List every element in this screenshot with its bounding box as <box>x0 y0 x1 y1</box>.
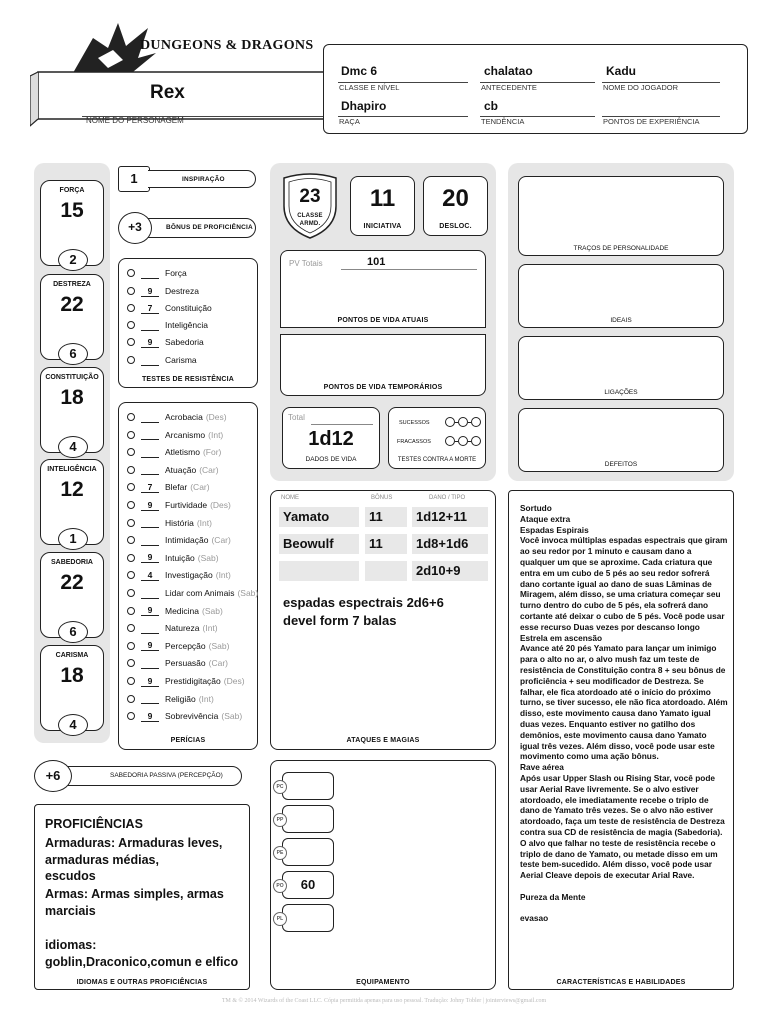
proficiencies-armor[interactable]: Armaduras: Armaduras leves, armaduras médias, <box>45 836 223 867</box>
ability-modifier[interactable]: 4 <box>58 714 88 736</box>
feature-line: teste bem-sucedido. Além disso, você pode usar <box>520 859 712 870</box>
skill-attribute: (Int) <box>196 517 212 528</box>
skill-name: Furtividade <box>165 500 208 510</box>
feature-line: Você invoca múltiplas espadas espectrais que giram <box>520 535 728 546</box>
proficiency-dot[interactable] <box>127 642 135 650</box>
passive-perception-label: SABEDORIA PASSIVA (PERCEPÇÃO) <box>110 772 223 779</box>
ability-modifier[interactable]: 2 <box>58 249 88 271</box>
proficiency-dot[interactable] <box>127 554 135 562</box>
skill-attribute: (Car) <box>190 482 210 493</box>
hp-temp-box[interactable] <box>280 334 486 396</box>
footer-copyright: TM & © 2014 Wizards of the Coast LLC. Cópia permitida apenas para uso pessoal. Tradução: Johny Tobler | jointerviews@gmail.com <box>221 998 547 1004</box>
ability-score[interactable]: 15 <box>60 199 84 222</box>
attack-name[interactable]: Yamato <box>279 507 359 527</box>
traits-box[interactable] <box>518 176 724 256</box>
feature-line: dano cortante igual ao dano de suas Lâminas de <box>520 578 712 589</box>
feature-line: Aerial Cleave depois de executar Arial Rave. <box>520 870 695 881</box>
flaws-box[interactable] <box>518 408 724 472</box>
hp-temp-label: PONTOS DE VIDA TEMPORÁRIOS <box>323 384 443 391</box>
attack-damage[interactable]: 1d12+11 <box>412 507 488 527</box>
ability-dexterity[interactable] <box>40 274 104 360</box>
coin-pp[interactable] <box>276 805 334 833</box>
ability-name: CONSTITUIÇÃO <box>45 374 99 381</box>
death-saves-label: TESTES CONTRA A MORTE <box>397 457 477 463</box>
attack-damage[interactable]: 1d8+1d6 <box>412 534 488 554</box>
feature-line: ao seu redor por 1 minuto e causam dano a <box>520 546 692 557</box>
inspiration-box[interactable] <box>118 166 258 192</box>
speed-value[interactable]: 20 <box>442 185 469 212</box>
proficiencies-languages[interactable]: idiomas: goblin,Draconico,comun e elfico <box>45 938 239 969</box>
attack-damage[interactable]: 2d10+9 <box>412 561 488 581</box>
proficiency-dot[interactable] <box>127 304 135 312</box>
proficiency-dot[interactable] <box>127 624 135 632</box>
ideals-box[interactable] <box>518 264 724 328</box>
ability-wisdom[interactable] <box>40 552 104 638</box>
feature-line: Miragem, além disso, se uma criatura começar seu <box>520 589 721 600</box>
feature-line: evasao <box>520 913 549 924</box>
saving-throw-dexterity[interactable]: 9 Destreza <box>127 283 199 299</box>
proficiency-dot[interactable] <box>127 321 135 329</box>
name-scroll <box>30 64 340 139</box>
coin-icon: PC <box>273 780 287 794</box>
skill-attribute: (Des) <box>210 500 231 510</box>
saving-throw-wisdom[interactable]: 9 Sabedoria <box>127 334 204 350</box>
alignment-label: TENDÊNCIA <box>481 117 525 126</box>
skill-attribute: (Car) <box>208 658 228 669</box>
feature-line: para o alto no ar, o alvo mush faz um teste de <box>520 654 700 665</box>
proficiencies-heading: PROFICIÊNCIAS <box>45 817 143 831</box>
proficiency-label: BÔNUS DE PROFICIÊNCIA <box>166 224 253 231</box>
attacks-notes-line1[interactable]: espadas espectrais 2d6+6 <box>283 595 444 610</box>
proficiency-dot[interactable] <box>127 589 135 597</box>
initiative-box[interactable] <box>350 176 415 236</box>
header <box>30 14 750 144</box>
proficiency-dot[interactable] <box>127 431 135 439</box>
ideals-label: IDEAIS <box>610 317 632 324</box>
proficiencies-box <box>34 804 250 990</box>
ability-name: FORÇA <box>59 187 85 194</box>
feature-line: Estrela em ascensão <box>520 632 603 643</box>
coin-icon: PP <box>273 813 287 827</box>
hit-dice-value[interactable]: 1d12 <box>308 428 354 450</box>
speed-label: DESLOC. <box>439 223 472 230</box>
ability-score[interactable]: 22 <box>60 293 84 316</box>
attack-bonus[interactable]: 11 <box>365 534 407 554</box>
proficiency-dot[interactable] <box>127 466 135 474</box>
features-text[interactable] <box>520 503 730 924</box>
hit-dice-total-label: Total <box>288 413 305 422</box>
skill-row[interactable]: 9 Medicina (Sab) <box>127 603 223 619</box>
coin-po[interactable]: PO 60 <box>282 871 334 899</box>
skill-name: Natureza <box>165 623 200 634</box>
ability-score[interactable]: 12 <box>60 478 84 501</box>
armor-class-label: CLASSE ARMD. <box>297 213 323 227</box>
skill-row[interactable] <box>127 532 231 548</box>
ability-name: DESTREZA <box>53 281 91 288</box>
feature-line: O alvo que falhar no teste de resistência recebe o <box>520 837 716 848</box>
feature-line: Pureza da Mente <box>520 891 586 902</box>
ability-strength[interactable] <box>40 180 104 266</box>
skill-row[interactable]: 9 Intuição (Sab) <box>127 550 219 566</box>
proficiency-dot[interactable] <box>127 659 135 667</box>
skill-attribute: (Sab) <box>237 588 259 598</box>
hp-max-value[interactable]: 101 <box>367 256 386 268</box>
proficiency-dot[interactable] <box>127 677 135 685</box>
skill-attribute: (Des) <box>223 676 245 686</box>
feature-line: Avance até 20 pés Yamato para lançar um inimigo <box>520 643 717 654</box>
saving-throw-constitution[interactable]: 7 Constituição <box>127 300 212 316</box>
death-fail-dots[interactable] <box>445 436 481 446</box>
skill-attribute: (For) <box>202 447 222 458</box>
equipment-title: EQUIPAMENTO <box>356 979 410 986</box>
skill-row[interactable] <box>127 691 214 707</box>
skill-attribute: (Int) <box>208 429 224 440</box>
skill-row[interactable]: 4 Investigação (Int) <box>127 567 231 583</box>
feature-line: esse recurso Duas vezes por descanso longo <box>520 621 700 632</box>
feature-line: atordoado, faça um teste de resistência de Destreza <box>520 816 725 827</box>
inspiration-value[interactable]: 1 <box>118 166 150 192</box>
feature-line: turno, se tiver sucesso, ele não fica atordoado. Além <box>520 697 728 708</box>
ability-modifier[interactable]: 4 <box>58 436 88 458</box>
proficiency-dot[interactable] <box>127 287 135 295</box>
ability-intelligence[interactable] <box>40 459 104 545</box>
proficiency-box[interactable] <box>118 212 258 244</box>
hp-current-label: PONTOS DE VIDA ATUAIS <box>337 317 429 324</box>
ability-constitution[interactable] <box>40 367 104 453</box>
flaws-label: DEFEITOS <box>604 461 638 468</box>
ability-modifier[interactable]: 6 <box>58 343 88 365</box>
ability-score[interactable]: 18 <box>60 386 84 409</box>
proficiency-value[interactable]: +3 <box>118 212 152 244</box>
armor-class-value[interactable]: 23 <box>299 186 321 207</box>
skill-row[interactable] <box>127 427 223 443</box>
feature-line: duas vezes. Enquanto estiver no gatilho dos <box>520 718 696 729</box>
ability-name: SABEDORIA <box>50 559 93 566</box>
feature-line: cortante até deixar o cubo de 5 pés. Você pode usar <box>520 610 725 621</box>
feature-line: Ataque extra <box>520 513 571 524</box>
class-level-label: CLASSE E NÍVEL <box>339 83 400 92</box>
skill-attribute: (Int) <box>198 693 214 704</box>
passive-perception-value[interactable]: +6 <box>34 760 72 792</box>
proficiency-dot[interactable] <box>127 695 135 703</box>
feature-line: Após usar Upper Slash ou Rising Star, você pode <box>520 772 716 783</box>
skill-name: Prestidigitação <box>165 676 221 686</box>
features-box[interactable] <box>508 490 734 990</box>
hit-dice-box[interactable] <box>282 407 380 469</box>
skill-row[interactable]: 9 Prestidigitação (Des) <box>127 673 245 689</box>
background-label: ANTECEDENTE <box>481 83 537 92</box>
attacks-notes-line2[interactable]: devel form 7 balas <box>283 613 397 628</box>
alignment-value[interactable]: cb <box>484 99 499 113</box>
feature-line: Rave aérea <box>520 762 564 773</box>
skill-row[interactable] <box>127 462 219 478</box>
feature-line <box>520 881 730 892</box>
brand-logo: DUNGEONS & DRAGONS <box>140 38 314 53</box>
ability-modifier[interactable]: 6 <box>58 621 88 643</box>
attack-name[interactable]: Beowulf <box>279 534 359 554</box>
skill-row[interactable] <box>127 655 228 671</box>
skill-row[interactable] <box>127 444 221 460</box>
passive-perception-box[interactable] <box>34 760 244 792</box>
saving-throw-charisma[interactable]: Carisma <box>127 352 197 368</box>
ability-name: CARISMA <box>55 652 89 659</box>
player-name-value[interactable]: Kadu <box>606 64 636 78</box>
proficiency-dot[interactable] <box>127 448 135 456</box>
feature-line: qualquer um que se aproxime. Cada criatura que <box>520 556 713 567</box>
feature-line: demônios, este movimento causa dano Yamato <box>520 729 707 740</box>
traits-label: TRAÇOS DE PERSONALIDADE <box>573 245 669 252</box>
skill-name: Intimidação <box>165 535 209 546</box>
inspiration-label: INSPIRAÇÃO <box>182 176 225 183</box>
feature-line: disso, este movimento causa dano Yamato igual <box>520 708 711 719</box>
background-value[interactable]: chalatao <box>484 64 533 78</box>
initiative-value[interactable]: 11 <box>369 185 396 212</box>
skill-name: Persuasão <box>165 658 206 669</box>
attack-bonus[interactable]: 11 <box>365 507 407 527</box>
hp-max-label: PV Totais <box>289 259 323 268</box>
skill-row[interactable]: 7 Blefar (Car) <box>127 479 210 495</box>
player-name-label: NOME DO JOGADOR <box>603 83 679 92</box>
attacks-box <box>270 490 496 750</box>
skill-row[interactable] <box>127 620 218 636</box>
skills-box <box>118 402 258 750</box>
attack-name[interactable] <box>279 561 359 581</box>
coin-pl[interactable] <box>276 904 334 932</box>
skill-attribute: (Car) <box>199 464 219 475</box>
proficiencies-weapons[interactable]: Armas: Armas simples, armas marciais <box>45 887 224 918</box>
skill-name: Arcanismo <box>165 429 206 440</box>
attacks-col-damage: DANO / TIPO <box>429 495 466 501</box>
feature-line: turno dentro do cubo de 5 pés, ela sofrerá dano <box>520 600 709 611</box>
skill-row[interactable]: 9 Sobrevivência (Sab) <box>127 708 242 724</box>
class-level-value[interactable]: Dmc 6 <box>341 64 378 78</box>
skill-name: História <box>165 517 194 528</box>
feature-line: atordoado, ele imediatamente recebe o triplo de <box>520 794 709 805</box>
feature-line: resistência de Constituição contra 8 + seu bônus de <box>520 664 726 675</box>
character-name-label: NOME DO PERSONAGEM <box>86 116 184 125</box>
attack-bonus[interactable] <box>365 561 407 581</box>
skill-attribute: (Sab) <box>202 605 223 616</box>
feature-line: dano de Yamato três vezes. Se o alvo não estiver <box>520 805 714 816</box>
skill-name: Medicina <box>165 605 200 616</box>
feature-line: proficiência + seu modificador de Destreza. Se <box>520 675 704 686</box>
proficiencies-title: IDIOMAS E OUTRAS PROFICIÊNCIAS <box>76 979 208 986</box>
ability-score[interactable]: 22 <box>60 571 84 594</box>
saving-throws-title: TESTES DE RESISTÊNCIA <box>141 376 235 383</box>
feature-line: contra sua CD de resistência de magia (Sabedoria). <box>520 826 723 837</box>
ability-charisma[interactable] <box>40 645 104 731</box>
ability-score[interactable]: 18 <box>60 664 84 687</box>
death-success-label: SUCESSOS <box>399 420 430 426</box>
saving-throw-strength[interactable]: Força <box>127 265 187 281</box>
feature-line <box>520 902 730 913</box>
proficiency-dot[interactable] <box>127 712 135 720</box>
coin-pe[interactable] <box>276 838 334 866</box>
skill-attribute: (Sab) <box>208 640 230 651</box>
proficiency-dot[interactable] <box>127 501 135 509</box>
saving-throw-intelligence[interactable]: Inteligência <box>127 317 208 333</box>
attacks-col-bonus: BÔNUS <box>371 495 393 501</box>
skill-name: Investigação <box>165 570 213 581</box>
proficiency-dot[interactable] <box>127 483 135 491</box>
skill-name: Atuação <box>165 464 197 475</box>
attacks-title: ATAQUES E MAGIAS <box>346 737 420 744</box>
initiative-label: INICIATIVA <box>363 223 402 230</box>
skill-name: Acrobacia <box>165 412 203 422</box>
proficiency-dot[interactable] <box>127 338 135 346</box>
race-label: RAÇA <box>339 117 360 126</box>
attacks-col-name: NOME <box>281 495 299 501</box>
skill-attribute: (Car) <box>211 535 231 546</box>
feature-line: entra em um cubo de 5 pés ao seu redor sofrerá <box>520 567 710 578</box>
skill-attribute: (Int) <box>215 570 231 581</box>
skill-row[interactable]: 9 Furtividade (Des) <box>127 497 231 513</box>
skill-name: Intuição <box>165 552 195 563</box>
speed-box[interactable] <box>423 176 488 236</box>
features-title: CARACTERÍSTICAS E HABILIDADES <box>556 979 686 986</box>
skill-attribute: (Des) <box>205 412 227 422</box>
skills-title: PERÍCIAS <box>170 737 206 744</box>
race-value[interactable]: Dhapiro <box>341 99 387 113</box>
skill-row[interactable] <box>127 585 258 601</box>
skill-name: Blefar <box>165 482 188 493</box>
proficiency-dot[interactable] <box>127 519 135 527</box>
coin-icon: PE <box>273 846 287 860</box>
coin-icon: PL <box>273 912 287 926</box>
ability-modifier[interactable]: 1 <box>58 528 88 550</box>
bonds-box[interactable] <box>518 336 724 400</box>
coin-pc[interactable] <box>276 772 334 800</box>
character-name[interactable]: Rex <box>150 82 185 103</box>
coin-icon: PO <box>273 879 287 893</box>
proficiency-dot[interactable] <box>127 413 135 421</box>
skill-row[interactable] <box>127 515 212 531</box>
skill-attribute: (Sab) <box>221 711 243 722</box>
skill-name: Sobrevivência <box>165 711 219 722</box>
feature-line: usar Aerial Rave livremente. Se o alvo estiver <box>520 783 699 794</box>
xp-label: PONTOS DE EXPERIÊNCIA <box>603 117 700 126</box>
skill-name: Atletismo <box>165 447 200 458</box>
feature-line: Sortudo <box>520 503 552 513</box>
proficiency-dot[interactable] <box>127 607 135 615</box>
saving-throws-box <box>118 258 258 388</box>
feature-line: Espadas Espirais <box>520 524 589 535</box>
proficiency-dot[interactable] <box>127 269 135 277</box>
proficiency-dot[interactable] <box>127 571 135 579</box>
feature-line: igual três vezes. Além disso, você pode usar este <box>520 740 715 751</box>
death-fail-label: FRACASSOS <box>397 439 431 445</box>
skill-name: Percepção <box>165 640 206 651</box>
skill-row[interactable]: 9 Percepção (Sab) <box>127 638 229 654</box>
proficiencies-shields[interactable]: escudos <box>45 869 96 883</box>
feature-line: movimento como uma ação bônus. <box>520 751 659 762</box>
death-success-dots[interactable] <box>445 417 481 427</box>
skill-name: Lidar com Animais <box>165 588 235 598</box>
hp-current-box[interactable] <box>280 250 486 328</box>
death-saves-box[interactable] <box>388 407 486 469</box>
skill-row[interactable] <box>127 409 227 425</box>
feature-line: triplo de dano de Yamato, ou metade disso em um <box>520 848 718 859</box>
proficiency-dot[interactable] <box>127 356 135 364</box>
feature-line: falhar, ele fica atordoado até o início do próximo <box>520 686 711 697</box>
skill-name: Religião <box>165 693 196 704</box>
skill-attribute: (Sab) <box>197 552 219 563</box>
skill-attribute: (Int) <box>202 623 218 634</box>
proficiency-dot[interactable] <box>127 536 135 544</box>
bonds-label: LIGAÇÕES <box>604 389 638 396</box>
hit-dice-label: DADOS DE VIDA <box>305 456 357 463</box>
ability-name: INTELIGÊNCIA <box>47 466 97 473</box>
